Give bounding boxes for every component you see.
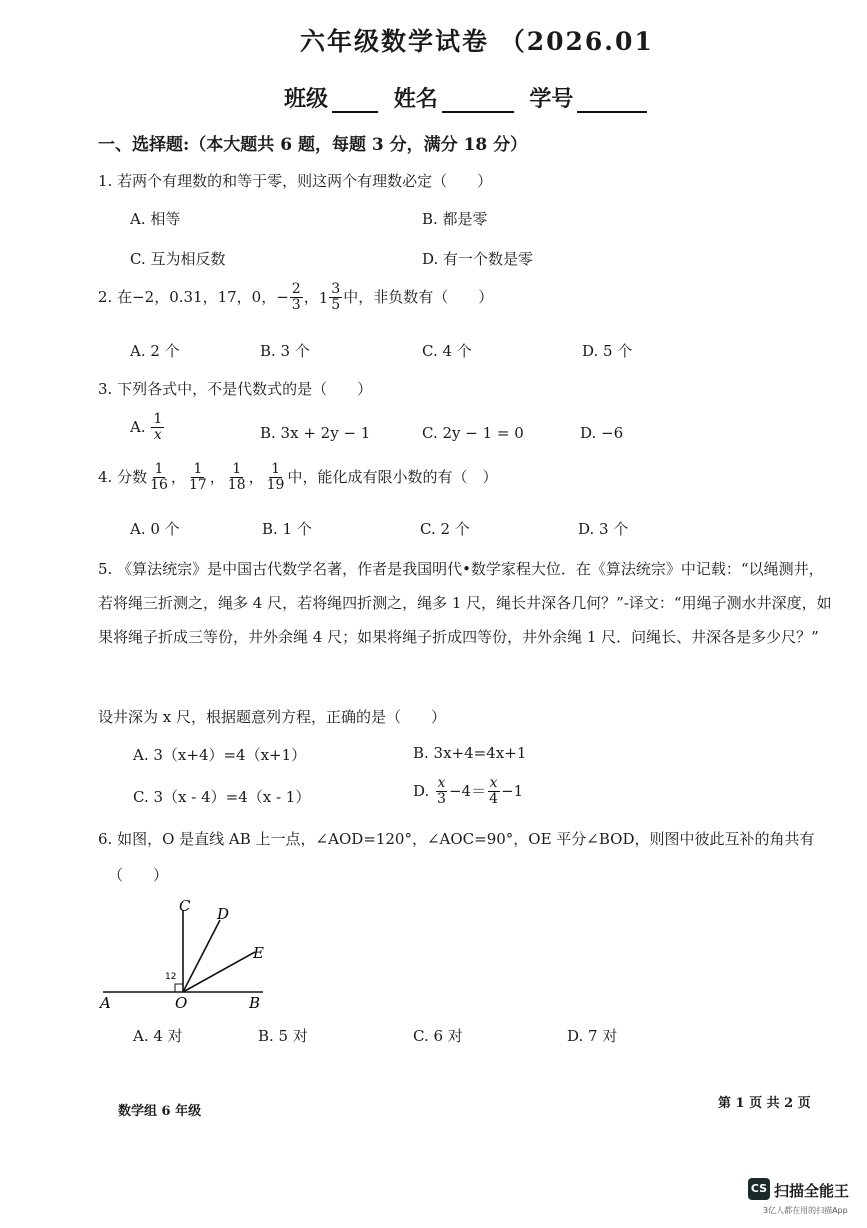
q6-stem: 6. 如图，O 是直线 AB 上一点，∠AOD=120°，∠AOC=90°，OE 平分∠BOD，则图中彼此互补的角共有 <box>98 830 815 848</box>
q5-optD-f1-num: x <box>437 775 446 791</box>
q4-frac2-den: 17 <box>188 477 207 494</box>
q4-option-b: B. 1 个 <box>262 520 312 538</box>
q3-stem: 3. 下列各式中，不是代数式的是（ ） <box>98 380 373 398</box>
q3-optA-den: x <box>153 427 162 444</box>
q2-fraction-1 <box>290 282 303 314</box>
q5-option-c: C. 3（x - 4）=4（x - 1） <box>133 788 311 806</box>
q4-stem-post: 中，能化成有限小数的有（ ） <box>287 467 498 486</box>
q5-option-d <box>413 776 523 808</box>
q5-optD-fraction-2 <box>487 776 500 808</box>
q5-optD-f2-den: 4 <box>489 791 499 808</box>
label-c: C <box>179 897 191 915</box>
scanner-logo-icon: CS <box>748 1178 770 1200</box>
q3-optA-num: 1 <box>153 411 163 427</box>
q2-stem <box>98 282 493 314</box>
q4-fraction-2 <box>187 462 209 494</box>
id-blank <box>577 89 647 113</box>
q3-option-a-fraction <box>151 412 164 444</box>
q2-sep: ， <box>303 287 319 306</box>
q4-frac2-num: 1 <box>193 461 203 477</box>
q6-option-a: A. 4 对 <box>133 1027 183 1045</box>
q5-paragraph: 5. 《算法统宗》是中国古代数学名著，作者是我国明代•数学家程大位．在《算法统宗》中记载：“以绳测井，若将绳三折测之，绳多 4 尺，若将绳四折测之，绳多 1 尺，绳长井深各几何？”-译文：“用绳子测水井深度，如果将绳子折成三等份，井外余绳 4 尺；如果将绳子折成四等份，井外余绳 1 尺．问绳长、井深各是多少尺？” <box>98 560 832 646</box>
q3-option-b: B. 3x + 2y − 1 <box>260 424 371 442</box>
q3-option-a-label: A. <box>130 417 146 436</box>
q6-option-c: C. 6 对 <box>413 1027 463 1045</box>
q6-angle-figure <box>95 892 275 1017</box>
q5-optD-fraction-1 <box>435 776 448 808</box>
q2-fraction-2 <box>329 282 342 314</box>
q3-option-d: D. −6 <box>580 424 624 442</box>
q2-option-a: A. 2 个 <box>130 342 180 360</box>
label-b: B <box>249 994 261 1012</box>
q4-frac1-num: 1 <box>154 461 164 477</box>
q2-option-d: D. 5 个 <box>582 342 633 360</box>
q2-stem-pre: 2. 在−2，0.31，17，0，− <box>98 287 289 306</box>
q4-comma-3: ， <box>248 467 264 486</box>
name-label: 姓名 <box>393 86 438 112</box>
q5-optD-mid: −4＝ <box>448 781 487 800</box>
q1-option-c: C. 互为相反数 <box>130 250 226 268</box>
q6-option-d: D. 7 对 <box>567 1027 618 1045</box>
q2-frac2-den: 5 <box>331 297 341 314</box>
q4-comma-1: ， <box>170 467 186 486</box>
scanner-app-name: 扫描全能王 <box>774 1182 850 1200</box>
q4-frac3-num: 1 <box>232 461 242 477</box>
q3-option-c: C. 2y − 1 = 0 <box>422 424 524 442</box>
id-label: 学号 <box>529 86 574 112</box>
q4-fraction-1 <box>148 462 170 494</box>
q2-stem-post: 中，非负数有（ ） <box>343 287 494 306</box>
q4-frac4-den: 19 <box>266 477 285 494</box>
q4-frac4-num: 1 <box>271 461 280 477</box>
q5-optD-label: D. <box>413 781 430 800</box>
q2-option-b: B. 3 个 <box>260 342 310 360</box>
q4-option-c: C. 2 个 <box>420 520 470 538</box>
class-blank <box>332 89 378 113</box>
q4-stem-pre: 4. 分数 <box>98 467 148 486</box>
q4-frac1-den: 16 <box>150 477 168 494</box>
q4-comma-2: ， <box>209 467 225 486</box>
angle-marks: 12 <box>165 972 177 982</box>
label-d: D <box>217 905 230 923</box>
student-info-line <box>284 82 655 113</box>
q2-frac2-num: 3 <box>331 281 341 297</box>
q5-option-b: B. 3x+4=4x+1 <box>413 744 527 762</box>
q2-mixed-whole: 1 <box>318 288 329 307</box>
q1-option-a: A. 相等 <box>130 210 181 228</box>
section-heading: 一、选择题:（本大题共 6 题，每题 3 分，满分 18 分） <box>98 135 528 155</box>
q5-optD-end: −1 <box>501 781 524 800</box>
class-label: 班级 <box>284 86 329 112</box>
q3-option-a <box>130 412 165 444</box>
exam-title: 六年级数学试卷 （2026.01 <box>300 27 654 56</box>
q1-option-d: D. 有一个数是零 <box>422 250 534 268</box>
right-angle-mark <box>175 984 183 992</box>
q4-fraction-4 <box>265 462 287 494</box>
q2-option-c: C. 4 个 <box>422 342 472 360</box>
q5-sub-question: 设井深为 x 尺，根据题意列方程，正确的是（ ） <box>98 708 446 726</box>
scanner-tagline: 3亿人都在用的扫描App <box>763 1206 848 1215</box>
name-blank <box>442 89 514 113</box>
q1-stem: 1. 若两个有理数的和等于零，则这两个有理数必定（ ） <box>98 172 493 190</box>
q2-frac1-num: 2 <box>291 281 301 297</box>
q1-option-b: B. 都是零 <box>422 210 488 228</box>
q6-option-b: B. 5 对 <box>258 1027 308 1045</box>
q4-option-d: D. 3 个 <box>578 520 629 538</box>
q5-optD-f1-den: 3 <box>437 791 446 808</box>
label-a: A <box>100 994 111 1012</box>
q4-stem <box>98 462 497 494</box>
q5-option-a: A. 3（x+4）=4（x+1） <box>133 746 307 764</box>
q4-frac3-den: 18 <box>227 477 246 494</box>
q5-optD-f2-num: x <box>489 775 498 791</box>
q4-fraction-3 <box>226 462 248 494</box>
label-e: E <box>253 944 264 962</box>
footer-page-number: 第 1 页 共 2 页 <box>718 1096 811 1111</box>
q2-frac1-den: 3 <box>291 297 301 314</box>
q6-paren: （ ） <box>108 866 169 884</box>
footer-left: 数学组 6 年级 <box>118 1104 202 1119</box>
label-o: O <box>175 994 188 1012</box>
q4-option-a: A. 0 个 <box>130 520 180 538</box>
